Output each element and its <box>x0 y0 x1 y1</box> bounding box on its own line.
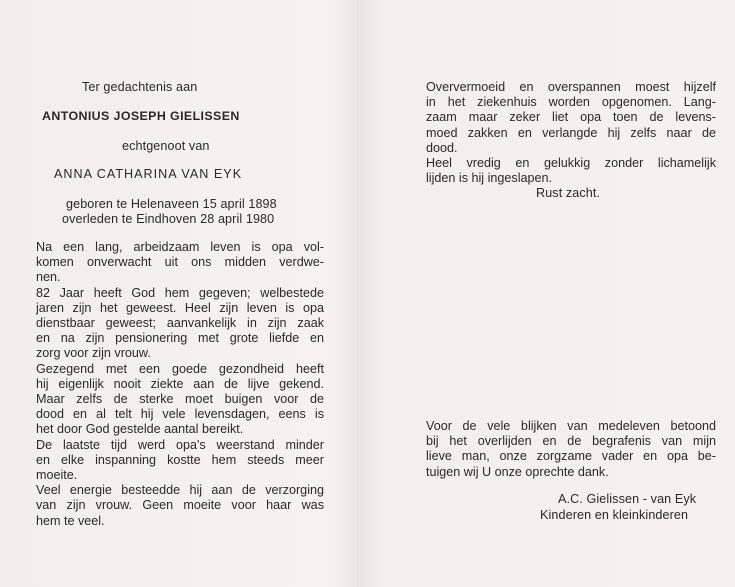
thanks-text <box>426 419 716 480</box>
body-line: zaam maar zeker liet opa toen de levens- <box>426 110 716 125</box>
death-line: overleden te Eindhoven 28 april 1980 <box>62 212 275 226</box>
body-line: Oververmoeid en overspannen moest hijzelf <box>426 80 716 94</box>
body-line: Heel vredig en gelukkig zonder lichamelijk <box>426 156 716 171</box>
body-line: in het ziekenhuis worden opgenomen. Lang- <box>426 95 716 110</box>
right-body-text <box>426 80 716 186</box>
deceased-name: ANTONIUS JOSEPH GIELISSEN <box>42 109 240 123</box>
birth-line: geboren te Helenaveen 15 april 1898 <box>66 197 277 211</box>
in-memory-heading: Ter gedachtenis aan <box>82 80 198 94</box>
body-line: zorg voor zijn vrouw. <box>36 346 151 361</box>
body-line: en na zijn pensionering met grote liefde en <box>36 331 324 346</box>
body-line: komen onverwacht uit ons midden verdwe- <box>36 255 324 270</box>
body-line: dood en al telt hij vele levensdagen, eens is <box>36 407 324 422</box>
body-line: moed zakken en verlangde hij zelfs naar de <box>426 125 716 140</box>
spouse-name: ANNA CATHARINA VAN EYK <box>54 167 243 181</box>
thanks-line: lieve man, onze zorgzame vader en opa be- <box>426 449 716 464</box>
thanks-line: tuigen wij U onze oprechte dank. <box>426 464 609 479</box>
signature-family: Kinderen en kleinkinderen <box>540 508 689 522</box>
body-line: Maar zelfs de sterke moet buigen voor de <box>36 392 324 407</box>
body-line: hem te veel. <box>36 513 105 528</box>
body-line: 82 Jaar heeft God hem gegeven; welbestede <box>36 285 324 300</box>
body-line: het door God gestelde aantal bereikt. <box>36 422 244 437</box>
thanks-line: Voor de vele blijken van medeleven betoond <box>426 419 716 433</box>
body-line: De laatste tijd werd opa's weerstand minder <box>36 437 324 452</box>
body-line: en elke inspanning kostte hem steeds meer <box>36 452 324 467</box>
body-line: dood. <box>426 140 458 155</box>
thanks-line: bij het overlijden en de begrafenis van mijn <box>426 434 716 449</box>
body-line: van zijn vrouw. Geen moeite voor haar was <box>36 498 324 513</box>
body-line: Veel energie besteedde hij aan de verzorging <box>36 483 324 498</box>
body-line: hij eigenlijk nooit ziekte aan de lijve gekend. <box>36 376 324 391</box>
signature-widow: A.C. Gielissen - van Eyk <box>558 492 697 506</box>
body-line: nen. <box>36 270 61 285</box>
left-body-text <box>36 240 324 529</box>
body-line: Na een lang, arbeidzaam leven is opa vol- <box>36 240 324 254</box>
card-fold <box>358 0 360 587</box>
body-line: dienstbaar geweest; aanvankelijk in zijn zaak <box>36 316 324 331</box>
body-line: jaren zijn het geweest. Heel zijn leven is opa <box>36 300 324 315</box>
body-line: Gezegend met een goede gezondheid heeft <box>36 361 324 376</box>
body-line: lijden is hij ingeslapen. <box>426 171 553 186</box>
body-line: moeite. <box>36 468 78 483</box>
spouse-of-label: echtgenoot van <box>122 139 210 153</box>
rest-in-peace: Rust zacht. <box>536 186 601 200</box>
